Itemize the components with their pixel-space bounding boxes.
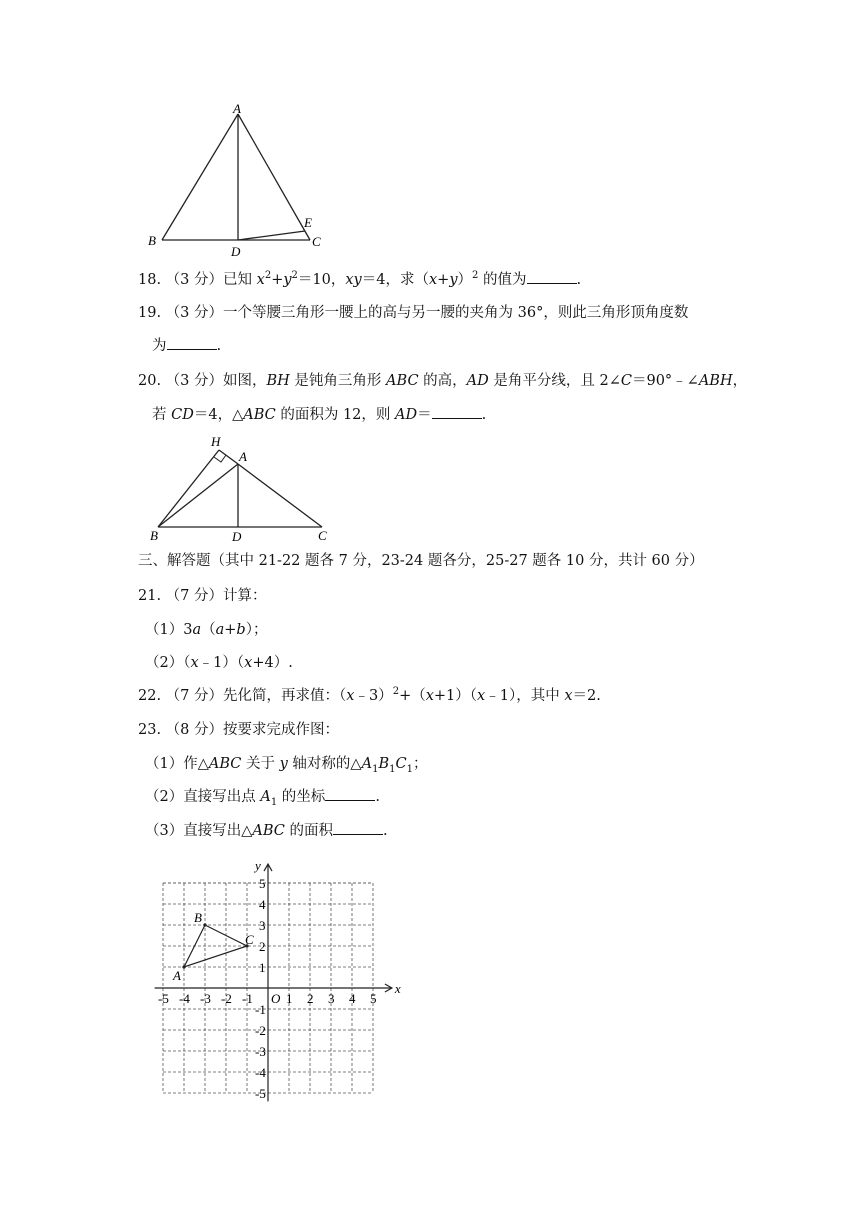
segment-ac <box>238 464 322 527</box>
point-b <box>203 923 206 926</box>
x-tick-label: -1 <box>242 991 253 1006</box>
point-a <box>182 965 185 968</box>
y-tick-label: -3 <box>255 1044 266 1059</box>
segment-ab <box>162 114 238 240</box>
x-tick-label: -3 <box>200 991 211 1006</box>
point-label-c: C <box>245 932 254 947</box>
segment-ac <box>238 114 310 240</box>
segment-de <box>238 231 305 240</box>
x-tick-label: -2 <box>221 991 232 1006</box>
y-tick-label: 2 <box>259 939 266 954</box>
segment-bh <box>158 450 219 527</box>
segment-ha <box>219 450 238 464</box>
label-c: C <box>318 528 327 543</box>
y-tick-label: 5 <box>259 876 266 891</box>
label-a: A <box>239 449 247 464</box>
x-tick-label: 1 <box>286 991 293 1006</box>
question-21-part1: （1）3a（a+b）； <box>145 622 268 638</box>
question-20-line2: 若 CD＝4，△ABC 的面积为 12，则 AD＝ . <box>152 407 487 423</box>
answer-blank[interactable] <box>167 336 217 350</box>
label-h: H <box>211 434 221 449</box>
label-e: E <box>304 215 312 230</box>
question-23-part1: （1）作△ABC 关于 y 轴对称的$\triangle A_1B_1C_1$； <box>145 756 428 775</box>
y-tick-label: -2 <box>255 1023 266 1038</box>
figure-obtuse-triangle <box>140 430 340 545</box>
question-18: 18. （3 分）已知 $x^2+y^2=10$，xy＝4，求$(x+y)^2$ 的值为 . <box>138 270 582 288</box>
figure-triangle-abc-1 <box>140 100 340 260</box>
label-b: B <box>150 528 158 543</box>
label-b: B <box>148 233 156 248</box>
x-tick-label: -4 <box>179 991 190 1006</box>
x-tick-label: 4 <box>349 991 356 1006</box>
y-tick-label: 3 <box>259 918 266 933</box>
x-axis-label: x <box>394 981 401 996</box>
y-tick-label: -4 <box>255 1065 266 1080</box>
answer-blank[interactable] <box>432 405 482 419</box>
question-23-part2: （2）直接写出点 $A_1$ 的坐标 . <box>145 789 380 808</box>
question-22: 22. （7 分）先化简，再求值：（x﹣3）$^2$+（x+1）（x﹣1），其中 x＝2. <box>138 686 601 704</box>
point-label-b: B <box>194 910 202 925</box>
right-angle-mark <box>214 455 226 462</box>
label-c: C <box>312 234 321 249</box>
x-tick-label: -5 <box>158 991 169 1006</box>
label-d: D <box>231 244 241 259</box>
y-tick-label: 1 <box>259 960 266 975</box>
label-d: D <box>232 529 242 544</box>
axes <box>155 858 401 1101</box>
x-tick-label: 2 <box>307 991 314 1006</box>
point-label-a: A <box>173 968 181 983</box>
y-tick-label: -5 <box>255 1086 266 1101</box>
y-tick-label: -1 <box>255 1002 266 1017</box>
question-23: 23. （8 分）按要求完成作图： <box>138 722 340 738</box>
answer-blank[interactable] <box>527 270 577 284</box>
question-23-part3: （3）直接写出△ABC 的面积 . <box>145 823 388 839</box>
x-tick-label: 5 <box>370 991 377 1006</box>
y-axis-label: y <box>255 858 261 874</box>
label-a: A <box>233 101 241 116</box>
question-19: 19. （3 分）一个等腰三角形一腰上的高与另一腰的夹角为 36°，则此三角形顶角度数 <box>138 305 689 321</box>
answer-blank[interactable] <box>325 787 375 801</box>
question-19-line2: 为 . <box>152 338 222 354</box>
x-tick-label: 3 <box>328 991 335 1006</box>
answer-blank[interactable] <box>333 821 383 835</box>
section-heading: 三、解答题（其中 21-22 题各 7 分，23-24 题各分，25-27 题各 10 分，共计 60 分） <box>138 553 704 569</box>
y-tick-label: 4 <box>259 897 266 912</box>
question-21: 21. （7 分）计算： <box>138 588 267 604</box>
origin-label: O <box>271 991 281 1006</box>
segment-ba <box>158 464 238 527</box>
question-21-part2: （2）（x﹣1）（x+4）. <box>145 655 293 671</box>
coordinate-grid <box>150 855 410 1105</box>
question-20: 20. （3 分）如图，BH 是钝角三角形 ABC 的高，AD 是角平分线，且 2∠C＝90°﹣∠ABH， <box>138 373 748 389</box>
